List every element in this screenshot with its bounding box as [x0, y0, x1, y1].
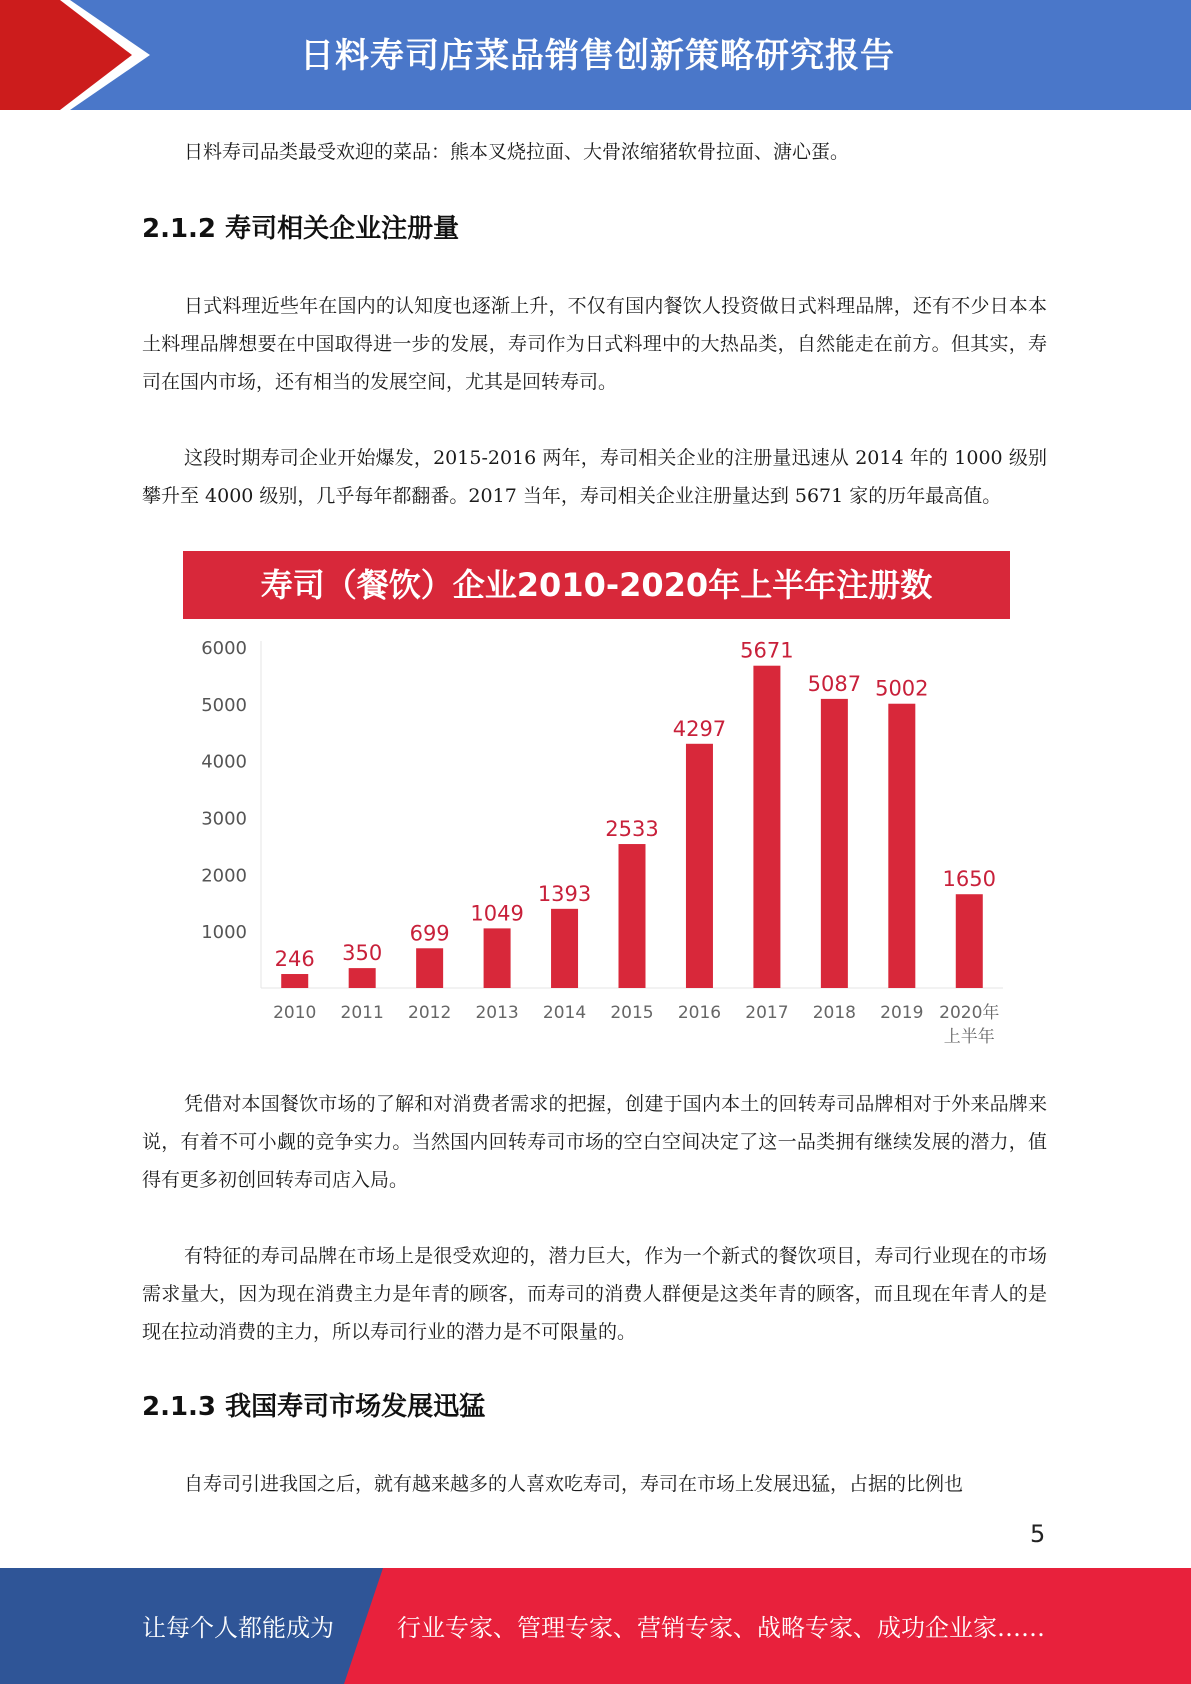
bar — [416, 948, 443, 988]
y-tick-label: 2000 — [201, 865, 247, 887]
bar — [484, 928, 511, 988]
registration-bar-chart — [183, 551, 1010, 1069]
x-category-label: 2011 — [340, 1003, 384, 1023]
bar-value-label: 4297 — [672, 716, 727, 741]
y-tick-label: 1000 — [201, 922, 247, 944]
x-category-label: 上半年 — [943, 1027, 995, 1047]
bar-value-label: 246 — [274, 947, 315, 972]
y-tick-label: 5000 — [201, 694, 247, 716]
y-tick-label: 6000 — [201, 638, 247, 659]
bar-value-label: 5671 — [740, 638, 794, 663]
footer-slogan-right: 行业专家、管理专家、营销专家、战略专家、成功企业家…… — [397, 1614, 1045, 1642]
x-category-label: 2016 — [677, 1003, 722, 1023]
paragraph-registration-surge: 这段时期寿司企业开始爆发，2015-2016 两年，寿司相关企业的注册量迅速从 2014 年的 1000 级别攀升至 4000 级别，几乎每年都翻番。2017 当年，寿司相关企业注册量达到 5671 家的历年最高值。 — [142, 447, 1047, 507]
x-category-label: 2010 — [273, 1003, 317, 1023]
bar-value-label: 2533 — [605, 817, 659, 842]
x-category-label: 2018 — [812, 1003, 856, 1023]
section-heading-2-1-2: 2.1.2 寿司相关企业注册量 — [142, 214, 460, 244]
bar — [753, 666, 780, 988]
page-footer — [0, 1568, 1191, 1684]
y-tick-label: 3000 — [201, 808, 247, 830]
x-category-label: 2020年 — [939, 1003, 1000, 1023]
bar-value-label: 699 — [409, 921, 450, 946]
x-category-label: 2013 — [475, 1003, 519, 1023]
paragraph-awareness: 日式料理近些年在国内的认知度也逐渐上升，不仅有国内餐饮人投资做日式料理品牌，还有不少日本本土料理品牌想要在中国取得进一步的发展，寿司作为日式料理中的大热品类，自然能走在前方。但其实，寿司在国内市场，还有相当的发展空间，尤其是回转寿司。 — [142, 295, 1047, 393]
bar-value-label: 5002 — [875, 676, 929, 701]
paragraph-market-growth: 自寿司引进我国之后，就有越来越多的人喜欢吃寿司，寿司在市场上发展迅猛，占据的比例也 — [184, 1473, 964, 1495]
x-category-label: 2012 — [408, 1003, 452, 1023]
bar — [821, 699, 848, 988]
footer-slogan-left: 让每个人都能成为 — [142, 1614, 334, 1642]
bar-value-label: 350 — [342, 941, 383, 966]
bar-value-label: 1049 — [470, 901, 524, 926]
bar-value-label: 1650 — [942, 867, 996, 892]
bar-value-label: 1393 — [537, 881, 592, 906]
x-category-label: 2017 — [745, 1003, 789, 1023]
bar — [686, 744, 713, 988]
bar-value-label: 5087 — [807, 671, 862, 696]
paragraph-market-potential: 有特征的寿司品牌在市场上是很受欢迎的，潜力巨大，作为一个新式的餐饮项目，寿司行业现在的市场需求量大，因为现在消费主力是年青的顾客，而寿司的消费人群便是这类年青的顾客，而且现在年青人的是现在拉动消费的主力，所以寿司行业的潜力是不可限量的。 — [142, 1245, 1047, 1343]
report-title: 日料寿司店菜品销售创新策略研究报告 — [300, 36, 895, 76]
header-chevron-decoration — [0, 0, 160, 110]
bar — [551, 909, 578, 988]
paragraph-local-brands: 凭借对本国餐饮市场的了解和对消费者需求的把握，创建于国内本土的回转寿司品牌相对于外来品牌来说，有着不可小觑的竞争实力。当然国内回转寿司市场的空白空间决定了这一品类拥有继续发展的潜力，值得有更多初创回转寿司店入局。 — [142, 1093, 1047, 1191]
bar — [619, 844, 646, 988]
bar — [349, 968, 376, 988]
bar — [956, 894, 983, 988]
page-header — [0, 0, 1191, 110]
bar — [281, 974, 308, 988]
x-category-label: 2015 — [610, 1003, 654, 1023]
y-tick-label: 4000 — [201, 751, 247, 773]
bar — [888, 704, 915, 988]
section-heading-2-1-3: 2.1.3 我国寿司市场发展迅猛 — [142, 1392, 486, 1422]
intro-paragraph: 日料寿司品类最受欢迎的菜品：熊本叉烧拉面、大骨浓缩猪软骨拉面、溏心蛋。 — [184, 141, 850, 163]
page-number: 5 — [1030, 1520, 1046, 1548]
chart-plot — [183, 631, 1010, 1069]
x-category-label: 2019 — [880, 1003, 924, 1023]
x-category-label: 2014 — [542, 1003, 587, 1023]
chart-title: 寿司（餐饮）企业2010-2020年上半年注册数 — [183, 551, 1010, 619]
